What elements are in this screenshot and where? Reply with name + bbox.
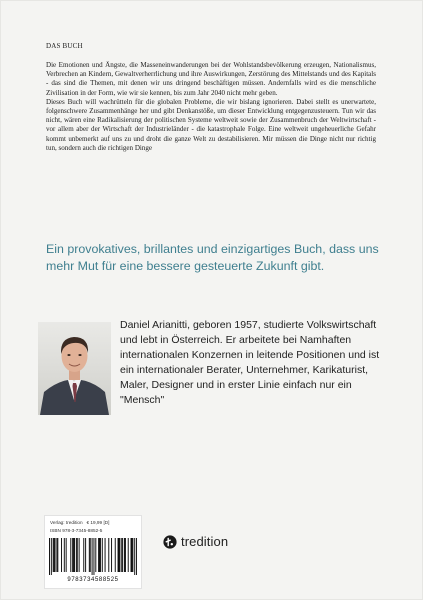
- barcode-bar: [90, 538, 91, 572]
- barcode-bar: [132, 538, 133, 572]
- barcode-bar: [56, 538, 57, 572]
- barcode-bar: [105, 538, 106, 572]
- barcode-bar: [93, 538, 94, 575]
- isbn-label: ISBN 978-3-7345-8852-5: [50, 528, 103, 533]
- barcode-bar: [61, 538, 62, 572]
- publisher-line: Verlag: tredition: [50, 520, 83, 525]
- barcode-bar: [85, 538, 86, 572]
- barcode-bar: [51, 538, 52, 575]
- author-bio: Daniel Arianitti, geboren 1957, studierte Volkswirtschaft und lebt in Österreich. Er arbeitete bei Namhaften internationalen Konzernen in leitende Positionen und ist ein internationaler Berater, Unternehmer, Karikaturist, Maler, Designer und in erster Linie einfach nur ein "Mensch": [120, 319, 380, 407]
- barcode-bar: [92, 538, 93, 575]
- barcode-bar: [134, 538, 135, 575]
- barcode-bar: [118, 538, 119, 572]
- publisher-name: tredition: [181, 534, 229, 549]
- publisher-price-line: [50, 520, 109, 525]
- barcode-bar: [102, 538, 103, 572]
- barcode-bar: [79, 538, 80, 572]
- barcode-bar: [73, 538, 74, 572]
- barcode-bar: [57, 538, 58, 572]
- barcode-bar: [66, 538, 67, 572]
- barcode-bar: [49, 538, 50, 575]
- barcode-bar: [119, 538, 120, 572]
- barcode-bar: [70, 538, 71, 572]
- barcode-bar: [89, 538, 90, 572]
- barcode-bar: [125, 538, 126, 572]
- barcode-bar: [136, 538, 137, 575]
- barcode-bar: [83, 538, 84, 572]
- barcode-bar: [124, 538, 125, 572]
- barcode-bar: [118, 538, 119, 572]
- tagline: Ein provokatives, brillantes und einzigartiges Buch, dass uns mehr Mut für eine bessere gesteuerte Zukunft gibt.: [46, 242, 379, 273]
- isbn-barcode-block: [44, 515, 142, 589]
- barcode-bar: [131, 538, 132, 572]
- barcode-bar: [64, 538, 65, 572]
- barcode-bar: [98, 538, 99, 572]
- book-description: [46, 61, 376, 153]
- barcode-bar: [131, 538, 132, 572]
- author-portrait: [38, 322, 111, 415]
- price-label: € 19,99 [D]: [86, 520, 110, 525]
- barcode-bar: [53, 538, 54, 572]
- section-heading: DAS BUCH: [46, 42, 83, 50]
- barcode-bar: [100, 538, 101, 572]
- barcode-bar: [121, 538, 122, 572]
- barcode-bar: [115, 538, 116, 572]
- barcode-bar: [111, 538, 112, 572]
- description-paragraph-1: Die Emotionen und Ängste, die Masseneinwanderungen bei der Wohlstandsbevölkerung erzeugen, Nationalismus, Verbrechen an Kindern, Gewaltverherrlichung und ihre Auswirkungen, Zerstörung des Mittelstands und des Kapitals - das sind die Themen, mit denen wir uns dringend beschäftigen müssen. Andernfalls wird es die menschliche Zivilisation in der Form, wie wir sie kennen, bis zum Jahr 2040 nicht mehr geben.: [46, 61, 376, 97]
- barcode-bar: [55, 538, 56, 572]
- barcode-bar: [77, 538, 78, 572]
- tredition-logo-icon: [163, 535, 177, 549]
- barcode-bar: [108, 538, 109, 572]
- barcode-bar: [99, 538, 100, 572]
- barcode-graphic: [49, 538, 137, 575]
- barcode-bar: [72, 538, 73, 572]
- barcode-bar: [54, 538, 55, 572]
- barcode-bar: [76, 538, 77, 572]
- barcode-bar: [74, 538, 75, 572]
- publisher-logo: [163, 534, 228, 549]
- barcode-bar: [95, 538, 96, 572]
- barcode-number: 9783734588525: [67, 577, 119, 583]
- description-paragraph-2: Dieses Buch will wachrütteln für die globalen Probleme, die wir bislang ignorieren. Dabei stellt es unerwartete, folgenschwere Zusammenhänge her und gibt Denkanstöße, um dieser Entwicklung entgegenzusteuern. Tun wir das nicht, wären eine Radikalisierung der politischen Systeme weltweit sowie der Zusammenbruch der Weltwirtschaft - vor allem aber der Wirtschaft der Industrieländer - die katastrophale Folge. Eine weltweit ungeheuerliche Gefahr kommt unbemerkt auf uns zu und droht die ganze Welt zu destabilisieren. Mir müssen die Dinge nicht nur richtig tun, sondern auch die richtigen Dinge: [46, 97, 376, 152]
- barcode-bar: [122, 538, 123, 572]
- barcode-bar: [128, 538, 129, 572]
